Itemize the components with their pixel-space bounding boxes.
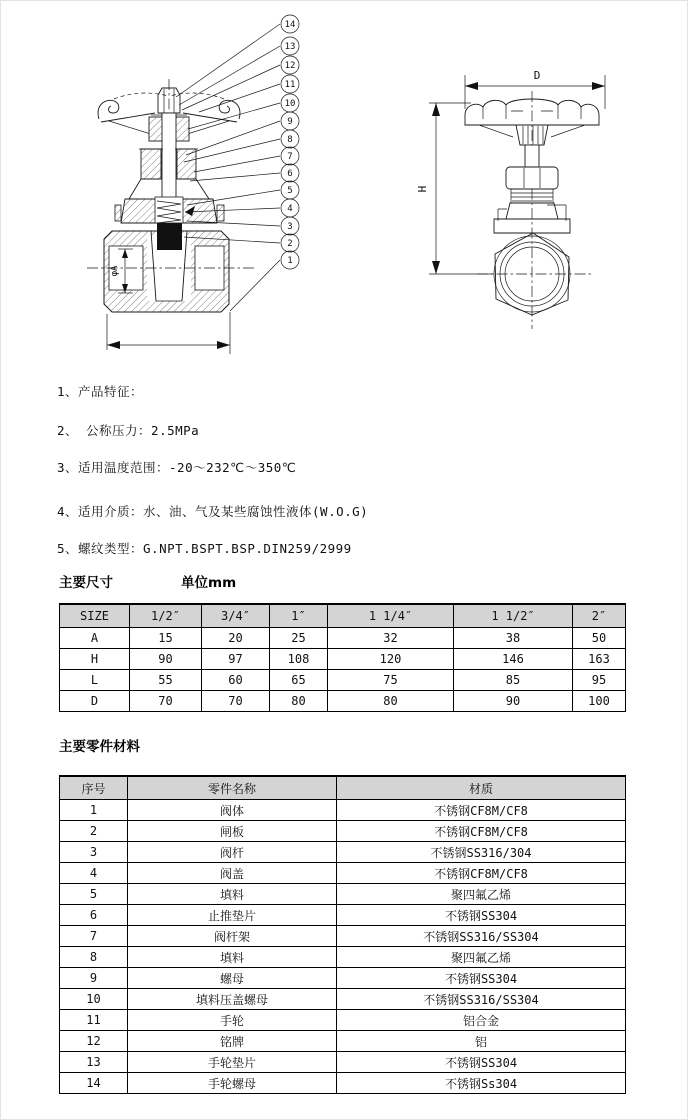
column-header: 1 1/2″ xyxy=(454,604,573,628)
part-callout xyxy=(281,130,299,148)
part-callout xyxy=(281,37,299,55)
valve-section-figure xyxy=(59,9,321,361)
table-row xyxy=(60,1010,626,1031)
table-cell: 阀杆架 xyxy=(128,926,337,947)
table-cell: 铭牌 xyxy=(128,1031,337,1052)
table-cell: 97 xyxy=(202,649,270,670)
table-cell: 65 xyxy=(270,670,328,691)
table-cell: 螺母 xyxy=(128,968,337,989)
height-dim-label: H xyxy=(416,185,429,193)
table-cell: 阀杆 xyxy=(128,842,337,863)
svg-text:6: 6 xyxy=(287,169,293,179)
table-cell: 70 xyxy=(202,691,270,712)
svg-text:4: 4 xyxy=(287,204,293,214)
table-cell: 50 xyxy=(573,628,626,649)
feature-item-5: 5、螺纹类型：G.NPT.BSPT.BSP.DIN259/2999 xyxy=(57,541,352,556)
table-cell: 8 xyxy=(60,947,128,968)
table-row xyxy=(60,842,626,863)
part-callout xyxy=(281,217,299,235)
table-row xyxy=(60,821,626,842)
part-callout xyxy=(281,234,299,252)
table-row xyxy=(60,968,626,989)
part-callout xyxy=(281,94,299,112)
column-header: 零件名称 xyxy=(128,776,337,800)
table-cell: 146 xyxy=(454,649,573,670)
table-cell: 7 xyxy=(60,926,128,947)
table-cell: 20 xyxy=(202,628,270,649)
feature-item-4: 4、适用介质：水、油、气及某些腐蚀性液体(W.O.G) xyxy=(57,504,369,519)
table-cell: 1 xyxy=(60,800,128,821)
table-cell: 闸板 xyxy=(128,821,337,842)
part-callout xyxy=(281,75,299,93)
table-cell: 不锈钢SS316/SS304 xyxy=(337,926,626,947)
table-row xyxy=(60,905,626,926)
part-callout xyxy=(281,112,299,130)
table-cell: H xyxy=(60,649,130,670)
table-cell: A xyxy=(60,628,130,649)
table-cell: 铝合金 xyxy=(337,1010,626,1031)
valve-outline-drawing-icon xyxy=(401,61,634,344)
svg-text:9: 9 xyxy=(287,117,293,127)
svg-text:14: 14 xyxy=(284,20,296,30)
table-cell: 阀体 xyxy=(128,800,337,821)
table-cell: 85 xyxy=(454,670,573,691)
table-cell: 6 xyxy=(60,905,128,926)
svg-text:3: 3 xyxy=(287,222,293,232)
valve-section-drawing-icon xyxy=(59,9,321,361)
column-header: 1/2″ xyxy=(130,604,202,628)
table-cell: D xyxy=(60,691,130,712)
table-cell: 75 xyxy=(328,670,454,691)
table-cell: 10 xyxy=(60,989,128,1010)
table-cell: 120 xyxy=(328,649,454,670)
table-row xyxy=(60,1031,626,1052)
feature-item-2: 2、 公称压力：2.5MPa xyxy=(57,423,200,438)
table-cell: 90 xyxy=(130,649,202,670)
column-header: 3/4″ xyxy=(202,604,270,628)
table-cell: 手轮螺母 xyxy=(128,1073,337,1094)
table-cell: 90 xyxy=(454,691,573,712)
table-row xyxy=(60,989,626,1010)
table-cell: 11 xyxy=(60,1010,128,1031)
table-row xyxy=(60,863,626,884)
column-header: 序号 xyxy=(60,776,128,800)
part-callout xyxy=(281,15,299,33)
svg-text:2: 2 xyxy=(287,239,293,249)
table-row xyxy=(60,884,626,905)
svg-text:13: 13 xyxy=(284,42,296,52)
table-cell: 手轮垫片 xyxy=(128,1052,337,1073)
part-callout xyxy=(281,199,299,217)
part-callout xyxy=(281,251,299,269)
table-cell: 聚四氟乙烯 xyxy=(337,947,626,968)
table-cell: 108 xyxy=(270,649,328,670)
svg-text:12: 12 xyxy=(284,61,296,71)
dimensions-table xyxy=(59,603,626,712)
table-cell: L xyxy=(60,670,130,691)
table-cell: 不锈钢SS304 xyxy=(337,905,626,926)
column-header: SIZE xyxy=(60,604,130,628)
svg-text:5: 5 xyxy=(287,186,293,196)
column-header: 1″ xyxy=(270,604,328,628)
part-callout xyxy=(281,181,299,199)
table-row xyxy=(60,1073,626,1094)
table-cell: 不锈钢CF8M/CF8 xyxy=(337,863,626,884)
part-callout xyxy=(281,164,299,182)
table-cell: 9 xyxy=(60,968,128,989)
column-header: 材质 xyxy=(337,776,626,800)
table-cell: 55 xyxy=(130,670,202,691)
table-header-row xyxy=(60,776,626,800)
table-cell: 5 xyxy=(60,884,128,905)
part-callout xyxy=(281,147,299,165)
svg-text:7: 7 xyxy=(287,152,293,162)
table-row xyxy=(60,649,626,670)
table-cell: 填料 xyxy=(128,884,337,905)
valve-outline-figure xyxy=(401,61,634,344)
table-row xyxy=(60,926,626,947)
table-cell: 80 xyxy=(328,691,454,712)
table-cell: 15 xyxy=(130,628,202,649)
table-row xyxy=(60,691,626,712)
svg-text:10: 10 xyxy=(284,99,296,109)
table-cell: 60 xyxy=(202,670,270,691)
table-cell: 不锈钢CF8M/CF8 xyxy=(337,821,626,842)
table-cell: 填料压盖螺母 xyxy=(128,989,337,1010)
table-cell: 不锈钢SS304 xyxy=(337,968,626,989)
table-cell: 手轮 xyxy=(128,1010,337,1031)
column-header: 1 1/4″ xyxy=(328,604,454,628)
materials-table xyxy=(59,775,626,1094)
svg-text:8: 8 xyxy=(287,135,293,145)
table-cell: 70 xyxy=(130,691,202,712)
table-cell: 4 xyxy=(60,863,128,884)
table-cell: 163 xyxy=(573,649,626,670)
table-row xyxy=(60,628,626,649)
svg-text:1: 1 xyxy=(287,256,293,266)
table-cell: 25 xyxy=(270,628,328,649)
table-row xyxy=(60,1052,626,1073)
table-cell: 铝 xyxy=(337,1031,626,1052)
width-dim-label: D xyxy=(533,69,541,82)
feature-item-1: 1、产品特征： xyxy=(57,384,144,399)
table-cell: 12 xyxy=(60,1031,128,1052)
column-header: 2″ xyxy=(573,604,626,628)
table-row xyxy=(60,947,626,968)
table-cell: 38 xyxy=(454,628,573,649)
table-cell: 不锈钢SS316/304 xyxy=(337,842,626,863)
table-cell: 不锈钢CF8M/CF8 xyxy=(337,800,626,821)
bore-dim-label: φA xyxy=(110,265,120,277)
table-cell: 13 xyxy=(60,1052,128,1073)
dimensions-section-title: 主要尺寸 xyxy=(59,575,113,591)
table-cell: 14 xyxy=(60,1073,128,1094)
table-row xyxy=(60,670,626,691)
table-cell: 填料 xyxy=(128,947,337,968)
table-header-row xyxy=(60,604,626,628)
table-row xyxy=(60,800,626,821)
table-cell: 100 xyxy=(573,691,626,712)
table-cell: 32 xyxy=(328,628,454,649)
table-cell: 95 xyxy=(573,670,626,691)
materials-section-title: 主要零件材料 xyxy=(59,739,140,755)
svg-text:11: 11 xyxy=(284,80,296,90)
table-cell: 不锈钢Ss304 xyxy=(337,1073,626,1094)
part-callouts xyxy=(281,15,299,269)
table-cell: 3 xyxy=(60,842,128,863)
table-cell: 80 xyxy=(270,691,328,712)
table-cell: 聚四氟乙烯 xyxy=(337,884,626,905)
table-cell: 2 xyxy=(60,821,128,842)
part-callout xyxy=(281,56,299,74)
dimensions-unit-label: 单位mm xyxy=(181,575,237,591)
table-cell: 阀盖 xyxy=(128,863,337,884)
table-cell: 不锈钢SS316/SS304 xyxy=(337,989,626,1010)
feature-item-3: 3、适用温度范围：-20～232℃～350℃ xyxy=(57,460,297,475)
table-cell: 不锈钢SS304 xyxy=(337,1052,626,1073)
table-cell: 止推垫片 xyxy=(128,905,337,926)
